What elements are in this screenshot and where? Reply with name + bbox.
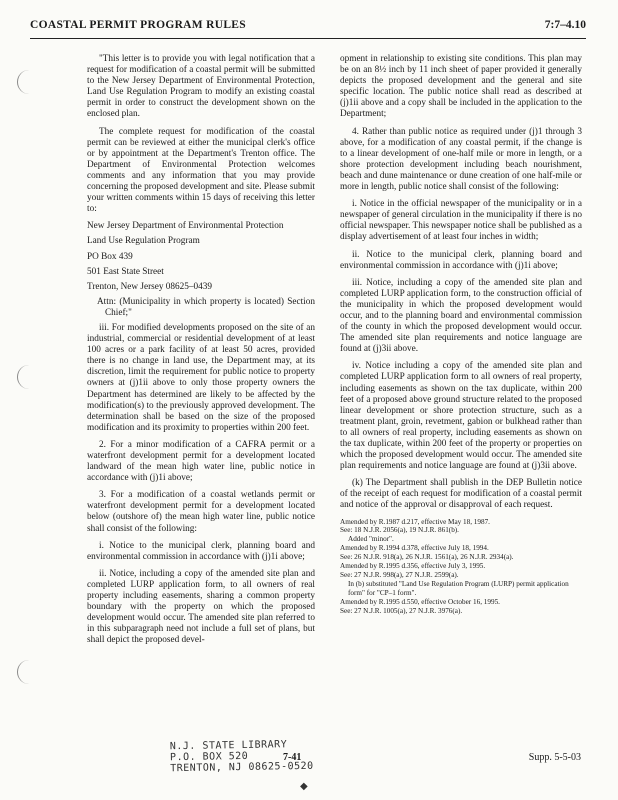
- paragraph-3-i: i. Notice to the municipal clerk, planning board and environmental commission in accordance with (j)1i above;: [87, 540, 315, 562]
- paragraph-4-i: i. Notice in the official newspaper of the municipality or in a newspaper of general circulation in the municipality if there is no official newspaper. This newspaper notice shall be published as a display advertisement of at least four inches in width;: [340, 199, 582, 243]
- amendment-history: [340, 518, 582, 616]
- stamp-line: TRENTON, NJ 08625-0520: [170, 760, 314, 775]
- history-line: Amended by R.1995 d.550, effective October 16, 1995.: [340, 597, 500, 606]
- paragraph-4-iii: iii. Notice, including a copy of the amended site plan and completed LURP application form, to the construction official of the municipality in which the proposed development would occur, and to the planning board and environmental commission of the county in which the proposed development would occur. The amended site plan requirements and notice language are found at (j)3ii above.: [340, 277, 582, 355]
- scan-mark-icon: ◆: [300, 781, 308, 792]
- supplement-date: Supp. 5-5-03: [528, 752, 581, 763]
- history-line: Amended by R.1987 d.217, effective May 18, 1987.: [340, 517, 490, 526]
- address-line: Land Use Regulation Program: [87, 236, 200, 247]
- paragraph-3-ii: ii. Notice, including a copy of the amended site plan and completed LURP application form, to all owners of real property including easements, sharing a common property boundary with the property on which the proposed development would occur. The amended site plan referred to in this subparagraph need not include a full set of plans, but shall depict the proposed devel-: [87, 568, 315, 646]
- letter-paragraph-1: "This letter is to provide you with legal notification that a request for modification of a coastal permit will be submitted to the New Jersey Department of Environmental Protection, Land Use Regulation Program to modify an existing coastal permit in order to construct the development shown on the enclosed plan.: [87, 54, 315, 120]
- punch-hole-mark: [17, 70, 32, 94]
- continued-paragraph: opment in relationship to existing site conditions. This plan may be on an 8½ inch by 11 inch sheet of paper provided it generally depicts the proposed development and the general and site specific location. The public notice shall read as described at (j)1ii above and a copy shall be included in the application to the Department;: [340, 54, 582, 120]
- history-line: See: 27 N.J.R. 1005(a), 27 N.J.R. 3976(a).: [340, 606, 463, 615]
- left-column: [87, 54, 315, 653]
- header-title: COASTAL PERMIT PROGRAM RULES: [30, 19, 246, 31]
- address-line: PO Box 439: [87, 251, 133, 262]
- right-column: [340, 54, 582, 616]
- paragraph-k: (k) The Department shall publish in the DEP Bulletin notice of the receipt of each request for modification of a coastal permit and notice of the approval or disapproval of each request.: [340, 478, 582, 511]
- letter-paragraph-2: The complete request for modification of the coastal permit can be reviewed at either the municipal clerk's office or by appointment at the Department's Trenton office. The Department of Environmental Protection welcomes comments and any information that you may provide concerning the proposed development and site. Please submit your written comments within 15 days of receiving this letter to:: [87, 126, 315, 215]
- history-line: See: 27 N.J.R. 998(a), 27 N.J.R. 2599(a).: [340, 571, 459, 579]
- header-section: 7:7–4.10: [544, 19, 586, 31]
- address-line: 501 East State Street: [87, 266, 164, 277]
- history-line: In (b) substituted "Land Use Regulation Program (LURP) permit application form" for "CP–1 form".: [348, 579, 569, 597]
- paragraph-3: 3. For a modification of a coastal wetlands permit or waterfront development permit for a development located below (outshore of) the mean high water line, public notice shall consist of the following:: [87, 490, 315, 534]
- paragraph-2: 2. For a minor modification of a CAFRA permit or a waterfront development permit for a development located landward of the mean high water line, public notice in accordance with (j)1i above;: [87, 439, 315, 484]
- mailing-address: [87, 221, 315, 319]
- history-line: Amended by R.1995 d.356, effective July 3, 1995.: [340, 562, 486, 571]
- stamp-line: N.J. STATE LIBRARY: [169, 739, 288, 753]
- running-header: [30, 19, 586, 39]
- paragraph-4-ii: ii. Notice to the municipal clerk, planning board and environmental commission in accordance with (j)1i above;: [340, 249, 582, 271]
- history-line: Amended by R.1994 d.378, effective July 18, 1994.: [340, 544, 489, 553]
- punch-hole-mark: [17, 365, 32, 389]
- page-number: 7-41: [283, 752, 302, 763]
- history-line: See: 18 N.J.R. 2056(a), 19 N.J.R. 861(b).: [340, 526, 459, 535]
- stamp-line: P.O. BOX 520: [169, 750, 249, 764]
- history-line: See: 26 N.J.R. 918(a), 26 N.J.R. 1561(a), 26 N.J.R. 2934(a).: [340, 553, 514, 562]
- address-line: Attn: (Municipality in which property is located) Section Chief;": [97, 296, 315, 318]
- paragraph-4-iv: iv. Notice including a copy of the amended site plan and completed LURP application form to all owners of real property, including easements as shown on the tax duplicate, within 200 feet of a proposed above ground structure related to the proposed linear development or shore protection structure, such as a treatment plant, groin, revetment, gabion or bulkhead rather than to all owners of real property, including easements as shown on the tax duplicate, within 200 feet of the property or properties on which the proposed development would occur. The amended site plan requirements and notice language are found at (j)3ii above.: [340, 361, 582, 472]
- history-line: Added "minor".: [348, 535, 394, 544]
- address-line: Trenton, New Jersey 08625–0439: [87, 281, 213, 292]
- address-line: New Jersey Department of Environmental Protection: [87, 221, 284, 232]
- paragraph-4: 4. Rather than public notice as required under (j)1 through 3 above, for a modification of any coastal permit, if the change is to a linear development of one-half mile or more in length, or a shore protection development including beach nourishment, beach and dune maintenance or dune creation of one half-mile or more in length, public notice shall consist of the following:: [340, 126, 582, 193]
- paragraph-iii: iii. For modified developments proposed on the site of an industrial, commercial or residential development of at least 100 acres or a park facility of at least 50 acres, provided there is no change in land use, the Department may, at its discretion, limit the requirement for public notice to property owners at (j)1ii above to only those property owners the Department has determined are likely to be affected by the modification(s) to the previously approved development. The determination shall be based on the size of the proposed modification and its proximity to properties within 200 feet.: [87, 322, 315, 433]
- punch-hole-mark: [17, 660, 32, 684]
